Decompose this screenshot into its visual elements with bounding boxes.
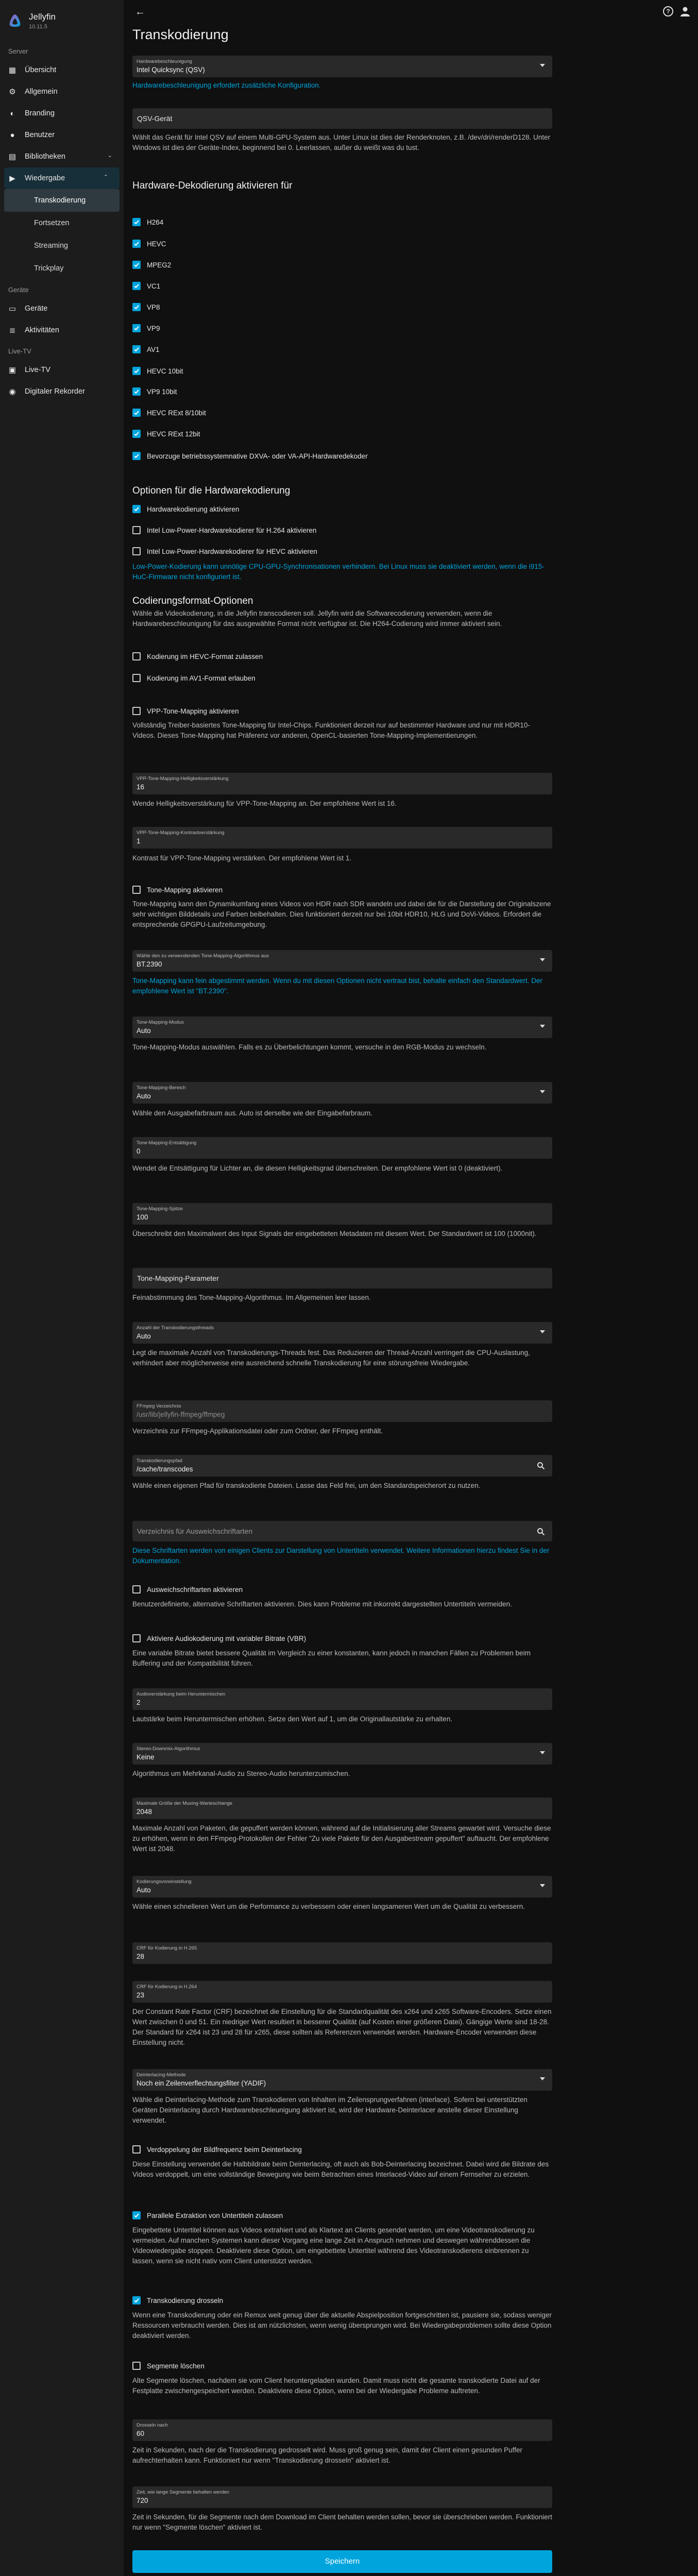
sidebar-item-playback[interactable] — [4, 167, 120, 189]
downmix-boost-input[interactable] — [132, 1688, 552, 1710]
livetv-section-heading: Live-TV — [8, 347, 31, 355]
vpp-tonemapping-checkbox[interactable] — [132, 706, 552, 716]
sidebar — [0, 0, 124, 2576]
checkbox-unchecked-icon — [132, 1634, 141, 1642]
crf-description: Der Constant Rate Factor (CRF) bezeichnet die Einstellung für die Standardqualität des x264 und x265 Software-Encoders. Setze einen Wert zwischen 0 und 51. Ein niedriger Wert resultiert in besserer Qualität (auf Kosten einer größeren Datei). Gängige Werte sind 18-28. Der Standard für x264 ist 23 und 28 für x265, diese sollten als Referenzen verwendet werden. Hardware-Encoder verwenden diese Einstellung nicht. — [132, 2008, 552, 2046]
checkbox-label: Parallele Extraktion von Untertiteln zulassen — [147, 2211, 283, 2219]
double-framerate-checkbox[interactable] — [132, 2144, 552, 2155]
tonemapping-peak-input[interactable] — [132, 1203, 552, 1225]
checkbox-unchecked-icon — [132, 2362, 141, 2370]
field-value: Auto — [137, 1332, 151, 1340]
tonemapping-algorithm-hint-link[interactable]: Tone-Mapping kann fein abgestimmt werden. Wenn du mit diesen Optionen nicht vertraut bist, behalte einfach den Standardwert. Der empfohlene Wert ist "BT.2390". — [132, 977, 542, 995]
format-description: Wähle die Videokodierung, in die Jellyfin transcodieren soll. Jellyfin wird die Softwarecodierung verwenden, wenn die Hardwarebeschleunigung für das ausgewählte Format nicht verfügbar ist. Die H264-Codierung wird immer aktiviert sein. — [132, 609, 502, 628]
help-icon[interactable]: ? — [663, 6, 673, 16]
search-icon[interactable] — [537, 1528, 545, 1536]
prefer-native-decoder-checkbox[interactable] — [132, 451, 552, 461]
throttle-description: Wenn eine Transkodierung oder ein Remux weit genug über die aktuelle Abspielposition fortgeschritten ist, pausiere sie, sodass weniger Ressourcen verbraucht werden. Dies ist am nützlichsten, wenn wenig übersprungen wird. Bei Wiedergabeproblemen sollte diese Option deaktiviert werden. — [132, 2311, 552, 2340]
field-label: CRF für Kodierung in H.265 — [137, 1945, 197, 1951]
play-circle-icon: ▶ — [9, 174, 15, 183]
library-icon: ▤ — [8, 152, 16, 161]
sidebar-item-label: Benutzer — [25, 131, 55, 139]
field-label: Wähle den zu verwendenden Tone-Mapping-Algorithmus aus — [137, 953, 269, 959]
decode-codec-checkbox[interactable] — [132, 323, 552, 333]
chevron-down-icon — [540, 1751, 545, 1754]
palette-icon: ◐ — [10, 109, 15, 118]
sidebar-item-label: Geräte — [25, 304, 48, 313]
vpp-brightness-input[interactable] — [132, 773, 552, 794]
field-label: Stereo-Downmix-Algorithmus — [137, 1746, 200, 1752]
tonemapping-desaturation-description: Wendet die Entsättigung für Lichter an, die diesen Helligkeitsgrad überschreiten. Der empfohlene Wert ist 0 (deaktiviert). — [132, 1164, 503, 1172]
back-arrow-icon[interactable]: ← — [135, 6, 145, 18]
field-label: Kodierungsvoreinstellung — [137, 1879, 192, 1885]
chevron-down-icon — [540, 64, 545, 67]
field-value: BT.2390 — [137, 960, 162, 968]
checkbox-unchecked-icon — [132, 1585, 141, 1594]
field-value: Noch ein Zeilenverflechtungsfilter (YADIF) — [137, 2079, 266, 2087]
sidebar-item-label: Digitaler Rekorder — [25, 387, 85, 396]
checkbox-unchecked-icon — [132, 526, 141, 534]
enable-fallback-fonts-checkbox[interactable] — [132, 1584, 552, 1595]
field-label: Anzahl der Transkodierungsthreads — [137, 1325, 214, 1331]
field-value: 1 — [137, 837, 141, 845]
checkbox-label: H264 — [147, 218, 164, 226]
transcoding-path-description: Wähle einen eigenen Pfad für transkodierte Dateien. Lasse das Feld frei, um den Standardspeicherort zu nutzen. — [132, 1482, 481, 1489]
sidebar-item-libraries[interactable] — [0, 146, 124, 167]
checkbox-unchecked-icon — [132, 547, 141, 555]
checkbox-checked-icon — [132, 387, 141, 396]
vpp-brightness-description: Wende Helligkeitsverstärkung für VPP-Tone-Mapping an. Der empfohlene Wert ist 16. — [132, 800, 397, 807]
segment-keep-description: Zeit in Sekunden, für die Segmente nach dem Download im Client behalten werden sollen, bevor sie überschrieben werden. Funktioniert nur wenn "Segmente löschen" aktiviert ist. — [132, 2513, 552, 2531]
checkbox-label: Intel Low-Power-Hardwarekodierer für HEVC aktivieren — [147, 547, 317, 555]
sidebar-subitem-transcoding[interactable]: Transkodierung — [4, 189, 120, 212]
devices-section-heading: Geräte — [8, 286, 29, 294]
vpp-contrast-input[interactable] — [132, 827, 552, 849]
checkbox-checked-icon — [132, 505, 141, 513]
field-label: FFmpeg Verzeichnis — [137, 1403, 181, 1409]
vpp-description: Vollständig Treiber-basiertes Tone-Mapping für Intel-Chips. Funktioniert derzeit nur auf bestimmter Hardware und nur mit HDR10-Videos. Dieses Tone-Mapping hat Präferenz vor anderen, OpenCL-basierten Tone-Mapping-Implementierungen. — [132, 721, 530, 739]
dashboard-icon: ▦ — [8, 66, 16, 75]
checkbox-checked-icon — [132, 240, 141, 248]
field-label: Tone-Mapping-Bereich — [137, 1085, 186, 1091]
deinterlace-method-select[interactable] — [132, 2069, 552, 2091]
chevron-down-icon — [540, 1025, 545, 1028]
checkbox-unchecked-icon — [132, 674, 141, 682]
field-value: 100 — [137, 1213, 148, 1221]
checkbox-label: Bevorzuge betriebssystemnative DXVA- oder VA-API-Hardwaredekoder — [147, 452, 368, 460]
field-label: Hardwarebeschleunigung — [137, 59, 192, 64]
checkbox-label: Tone-Mapping aktivieren — [147, 886, 223, 894]
ffmpeg-path-description: Verzeichnis zur FFmpeg-Applikationsdatei oder zum Ordner, der FFmpeg enthält. — [132, 1427, 383, 1435]
sidebar-item-label: Allgemein — [25, 88, 58, 96]
subtitle-extraction-checkbox[interactable] — [132, 2210, 552, 2221]
sidebar-item-label: Branding — [25, 109, 55, 117]
delete-segments-description: Alte Segmente löschen, nachdem sie vom Client heruntergeladen wurden. Damit muss nicht die gesamte transkodierte Datei auf der Festplatte zwischengespeichert werden. Deaktiviere diese Option, wenn bei der Wiedergabe Probleme auftreten. — [132, 2377, 540, 2395]
sidebar-item-devices[interactable] — [0, 298, 124, 319]
throttle-transcoding-checkbox[interactable] — [132, 2295, 552, 2306]
activity-icon: ≣ — [9, 326, 16, 335]
field-label: Maximale Größe der Muxing-Warteschlange — [137, 1801, 233, 1806]
field-value: 16 — [137, 783, 145, 791]
field-value: 60 — [137, 2430, 145, 2437]
jellyfin-logo-icon — [7, 13, 23, 28]
throttle-after-description: Zeit in Sekunden, nach der die Transkodierung gedrosselt wird. Muss groß genug sein, damit der Client einen gesunden Puffer aufrechterhalten kann. Funktioniert nur wenn "Transkodierung drosseln" aktiviert ist. — [132, 2446, 522, 2464]
checkbox-label: Hardwarekodierung aktivieren — [147, 505, 240, 513]
muxing-queue-input[interactable] — [132, 1798, 552, 1819]
field-label: VPP-Tone-Mapping-Helligkeitsverstärkung — [137, 776, 229, 782]
checkbox-unchecked-icon — [132, 652, 141, 660]
field-label: Audioverstärkung beim Heruntermischen — [137, 1691, 226, 1697]
server-section-heading: Server — [8, 47, 28, 55]
chevron-down-icon — [540, 958, 545, 961]
checkbox-label: Segmente löschen — [147, 2362, 205, 2370]
field-value: 28 — [137, 1953, 145, 1960]
field-value: Auto — [137, 1092, 151, 1100]
checkbox-checked-icon — [132, 345, 141, 353]
checkbox-label: AV1 — [147, 345, 160, 353]
checkbox-checked-icon — [132, 2211, 141, 2219]
transcoding-threads-select[interactable] — [132, 1322, 552, 1344]
deinterlace-description: Wähle die Deinterlacing-Methode zum Transkodieren von Inhalten im Zeilensprungverfahren (interlace). Sofern bei unterstützten Geräten Deinterlacing durch Hardwarebeschleunigung aktiviert ist, wird der Hardware-Deinterlacer anstelle dieser Einstellung verwendet. — [132, 2096, 527, 2124]
field-label: CRF für Kodierung in H.264 — [137, 1984, 197, 1990]
checkbox-checked-icon — [132, 430, 141, 438]
checkbox-checked-icon — [132, 2296, 141, 2304]
dvr-icon: ◉ — [9, 387, 16, 396]
people-icon: ● — [10, 130, 15, 140]
tonemapping-mode-select[interactable] — [132, 1016, 552, 1038]
field-label: Verzeichnis für Ausweichschriftarten — [137, 1527, 253, 1535]
sidebar-item-livetv[interactable] — [0, 359, 124, 381]
checkbox-checked-icon — [132, 303, 141, 311]
save-button[interactable]: Speichern — [132, 2550, 552, 2573]
decode-codec-checkbox[interactable] — [132, 366, 552, 376]
chevron-down-icon — [540, 1884, 545, 1887]
chevron-down-icon — [540, 2077, 545, 2080]
decode-codec-checkbox[interactable] — [132, 429, 552, 439]
field-value: /cache/transcodes — [137, 1465, 193, 1473]
sidebar-item-label: Aktivitäten — [25, 326, 59, 334]
stereo-downmix-description: Algorithmus um Mehrkanal-Audio zu Stereo-Audio herunterzumischen. — [132, 1770, 350, 1777]
checkbox-label: Ausweichschriftarten aktivieren — [147, 1585, 243, 1594]
field-label: Drosseln nach — [137, 2422, 168, 2428]
field-label: Tone-Mapping-Entsättigung — [137, 1140, 197, 1146]
checkbox-label: Aktiviere Audiokodierung mit variabler Bitrate (VBR) — [147, 1634, 307, 1642]
field-value: /usr/lib/jellyfin-ffmpeg/ffmpeg — [137, 1411, 225, 1418]
allow-av1-encoding-checkbox[interactable] — [132, 673, 552, 683]
sidebar-item-label: Wiedergabe — [25, 174, 65, 182]
checkbox-unchecked-icon — [132, 886, 141, 894]
tonemapping-algorithm-select[interactable] — [132, 950, 552, 972]
sidebar-item-label: Bibliotheken — [25, 152, 65, 161]
decode-codec-checkbox[interactable] — [132, 408, 552, 418]
tonemapping-mode-description: Tone-Mapping-Modus auswählen. Falls es zu Überbelichtungen kommt, versuche in den RGB-Modus zu wechseln. — [132, 1043, 487, 1051]
tonemapping-desaturation-input[interactable] — [132, 1137, 552, 1159]
sidebar-subitem-streaming[interactable]: Streaming — [34, 242, 69, 250]
transcoding-threads-description: Legt die maximale Anzahl von Transkodierungs-Threads fest. Das Reduzieren der Thread-Anzahl verringert die CPU-Auslastung, verhindert aber möglicherweise eine ausreichend schnelle Transkodierung für eine störungsfreie Wiedergabe. — [132, 1349, 530, 1367]
downmix-boost-description: Lautstärke beim Heruntermischen erhöhen. Setze den Wert auf 1, um die Originallautstärke zu erhalten. — [132, 1715, 453, 1723]
crf-h264-input[interactable] — [132, 1981, 552, 2003]
checkbox-label: Kodierung im AV1-Format erlauben — [147, 674, 256, 682]
throttle-after-input[interactable] — [132, 2419, 552, 2441]
qsv-device-description: Wählt das Gerät für Intel QSV auf einem Multi-GPU-System aus. Unter Linux ist dies der Renderknoten, z.B. /dev/dri/renderD128. Unter Windows ist dies der Geräte-Index, beginnend bei 0. Leerlassen, außer du weißt was du tust. — [132, 133, 551, 151]
checkbox-checked-icon — [132, 409, 141, 417]
field-label: Tone-Mapping-Modus — [137, 1020, 184, 1025]
sidebar-item-activity[interactable] — [0, 319, 124, 341]
gear-icon: ⚙ — [9, 88, 16, 96]
field-label: Deinterlacing-Methode — [137, 2072, 186, 2078]
brand[interactable] — [0, 0, 124, 41]
decode-heading: Hardware-Dekodierung aktivieren für — [132, 180, 293, 191]
checkbox-label: VC1 — [147, 282, 161, 290]
decode-codec-checkbox[interactable] — [132, 239, 552, 249]
tonemapping-range-select[interactable] — [132, 1082, 552, 1104]
delete-segments-checkbox[interactable] — [132, 2361, 552, 2371]
field-label: Zeit, wie lange Segmente behalten werden — [137, 2489, 230, 2495]
transcoding-path-input[interactable] — [132, 1455, 552, 1477]
decode-codec-checkbox[interactable] — [132, 302, 552, 312]
tonemapping-range-description: Wähle den Ausgabefarbraum aus. Auto ist derselbe wie der Eingabefarbraum. — [132, 1109, 373, 1117]
field-value: Keine — [137, 1753, 155, 1761]
chevron-up-icon: ⌃ — [103, 174, 108, 180]
fallback-fonts-path-input[interactable] — [132, 1521, 552, 1541]
intel-lowpower-h264-checkbox[interactable] — [132, 525, 552, 535]
checkbox-label: VP9 10bit — [147, 387, 177, 396]
field-value: 2 — [137, 1699, 141, 1706]
format-heading: Codierungsformat-Optionen — [132, 596, 253, 606]
decode-codec-checkbox[interactable] — [132, 281, 552, 291]
app-version: 10.11.5 — [29, 23, 47, 30]
field-value: 720 — [137, 2497, 148, 2504]
encoding-preset-select[interactable] — [132, 1876, 552, 1897]
tonemapping-param-input[interactable]: Tone-Mapping-Parameter — [132, 1268, 552, 1289]
intel-lowpower-hevc-checkbox[interactable] — [132, 546, 552, 556]
field-value: Intel Quicksync (QSV) — [137, 66, 205, 74]
sidebar-subitem-resume[interactable]: Fortsetzen — [34, 219, 70, 227]
fallback-fonts-hint-link[interactable]: Diese Schriftarten werden von einigen Clients zur Darstellung von Untertiteln verwendet. Weitere Informationen hierzu findest Sie in der Dokumentation. — [132, 1547, 550, 1565]
checkbox-label: HEVC RExt 12bit — [147, 430, 200, 438]
chevron-down-icon: ⌄ — [107, 152, 112, 159]
field-label: Transkodierungspfad — [137, 1458, 182, 1464]
encoding-heading: Optionen für die Hardwarekodierung — [132, 485, 291, 496]
checkbox-label: Verdoppelung der Bildfrequenz beim Deinterlacing — [147, 2145, 302, 2154]
hardware-acceleration-select[interactable] — [132, 56, 552, 77]
field-value: 23 — [137, 1991, 145, 1999]
sidebar-item-label: Live-TV — [25, 366, 50, 374]
sidebar-subitem-trickplay[interactable]: Trickplay — [34, 264, 64, 273]
checkbox-label: HEVC — [147, 240, 166, 248]
header — [124, 0, 698, 23]
checkbox-checked-icon — [132, 452, 141, 460]
field-value: Auto — [137, 1027, 151, 1035]
search-icon[interactable] — [537, 1462, 545, 1470]
sidebar-item-label: Übersicht — [25, 66, 57, 74]
lowpower-hint-link[interactable]: Low-Power-Kodierung kann unnötige CPU-GPU-Synchronisationen verhindern. Bei Linux muss sie deaktiviert werden, wenn die i915-HuC-Firmware nicht konfiguriert ist. — [132, 563, 544, 581]
field-value: 0 — [137, 1147, 141, 1155]
checkbox-checked-icon — [132, 367, 141, 375]
vbr-description: Eine variable Bitrate bietet bessere Qualität im Vergleich zu einer konstanten, kann jedoch in manchen Fällen zu Problemen beim Buffering und der Kompatibilität führen. — [132, 1649, 531, 1667]
checkbox-label: MPEG2 — [147, 261, 172, 269]
user-icon[interactable] — [679, 6, 691, 17]
checkbox-label: VP8 — [147, 303, 160, 311]
checkbox-label: Transkodierung drosseln — [147, 2296, 224, 2304]
page-title: Transkodierung — [132, 27, 229, 42]
ffmpeg-path-input — [132, 1400, 552, 1422]
checkbox-checked-icon — [132, 218, 141, 226]
app-name: Jellyfin — [29, 11, 56, 22]
checkbox-label: HEVC 10bit — [147, 367, 183, 375]
field-label: VPP-Tone-Mapping-Kontrastverstärkung — [137, 830, 225, 836]
field-value: 2048 — [137, 1808, 152, 1816]
tv-icon: ▣ — [8, 366, 16, 375]
decode-codec-checkbox[interactable] — [132, 260, 552, 270]
devices-icon: ▭ — [8, 304, 16, 313]
allow-hevc-encoding-checkbox[interactable] — [132, 651, 552, 662]
vbr-audio-checkbox[interactable] — [132, 1633, 552, 1643]
checkbox-unchecked-icon — [132, 2145, 141, 2154]
sidebar-item-users[interactable] — [0, 124, 124, 146]
checkbox-checked-icon — [132, 324, 141, 332]
checkbox-label: VPP-Tone-Mapping aktivieren — [147, 707, 239, 715]
checkbox-unchecked-icon — [132, 707, 141, 715]
fallback-fonts-description: Benutzerdefinierte, alternative Schriftarten aktivieren. Dies kann Probleme mit inkorrekt dargestellten Untertiteln vermeiden. — [132, 1600, 512, 1608]
decode-codec-checkbox[interactable] — [132, 344, 552, 354]
decode-codec-checkbox[interactable] — [132, 217, 552, 227]
sidebar-item-dvr[interactable] — [0, 381, 124, 402]
checkbox-checked-icon — [132, 261, 141, 269]
checkbox-label: Intel Low-Power-Hardwarekodierer für H.264 aktivieren — [147, 526, 317, 534]
field-label: Tone-Mapping-Spitze — [137, 1206, 183, 1212]
subtitle-extraction-description: Eingebettete Untertitel können aus Videos extrahiert und als Klartext an Clients gesendet werden, um eine Videotranskodierung zu vermeiden. Auf manchen Systemen kann dieser Vorgang eine lange Zeit in Anspruch nehmen und deswegen währenddessen die Videowiedergabe stoppen. Deaktiviere diese Option, um eingebettete Untertitel während des Videotranskodierens einbrennen zu lassen, wenn sie nicht nativ vom Client unterstützt werden. — [132, 2226, 535, 2265]
chevron-down-icon — [540, 1090, 545, 1093]
sidebar-item-branding[interactable] — [0, 103, 124, 124]
checkbox-label: VP9 — [147, 324, 160, 332]
sidebar-item-general[interactable] — [0, 81, 124, 103]
crf-h265-input[interactable] — [132, 1942, 552, 1964]
muxing-queue-description: Maximale Anzahl von Paketen, die gepuffert werden können, während auf die Initialisierung aller Streams gewartet wird. Versuche diese zu erhöhen, wenn in den FFmpeg-Protokollen der Fehler "Zu viele Pakete für den Ausgabestream gepuffert" auftaucht. Der empfohlene Wert ist 2048. — [132, 1824, 551, 1853]
tonemapping-description: Tone-Mapping kann den Dynamikumfang eines Videos von HDR nach SDR wandeln und dabei die für die Darstellung der Originalszene sehr wichtigen Bilddetails und Farben beibehalten. Dies funktioniert derzeit nur bei 10bit HDR10, HLG und DoVi-Videos. Erfordert die entsprechende GPGPU-Laufzeitumgebung. — [132, 900, 551, 928]
checkbox-checked-icon — [132, 282, 141, 290]
encoding-preset-description: Wähle einen schnelleren Wert um die Performance zu verbessern oder einen langsameren Wert um die Qualität zu verbessern. — [132, 1903, 525, 1910]
hw-acceleration-hint-link[interactable]: Hardwarebeschleunigung erfordert zusätzliche Konfiguration. — [132, 81, 321, 89]
stereo-downmix-select[interactable] — [132, 1743, 552, 1765]
tonemapping-peak-description: Überschreibt den Maximalwert des Input Signals der eingebetteten Metadaten mit diesem Wert. Der Standardwert ist 100 (1000nit). — [132, 1230, 537, 1238]
field-value: Auto — [137, 1886, 151, 1894]
double-framerate-description: Diese Einstellung verwendet die Halbbildrate beim Deinterlacing, oft auch als Bob-Deinterlacing bezeichnet. Dabei wird die Bildrate des Videos verdoppelt, um eine vollständige Bewegung wie beim Betrachten eines Interlaced-Video auf einem Fernseher zu erzielen. — [132, 2160, 549, 2178]
tonemapping-param-description: Feinabstimmung des Tone-Mapping-Algorithmus. Im Allgemeinen leer lassen. — [132, 1294, 371, 1301]
chevron-down-icon — [540, 1330, 545, 1333]
checkbox-label: Kodierung im HEVC-Format zulassen — [147, 652, 263, 660]
segment-keep-input[interactable] — [132, 2486, 552, 2508]
sidebar-item-dashboard[interactable] — [0, 59, 124, 81]
tonemapping-checkbox[interactable] — [132, 885, 552, 895]
checkbox-label: HEVC RExt 8/10bit — [147, 409, 206, 417]
qsv-device-input[interactable]: QSV-Gerät — [132, 108, 552, 129]
enable-hardware-encoding-checkbox[interactable] — [132, 504, 552, 514]
decode-codec-checkbox[interactable] — [132, 386, 552, 397]
vpp-contrast-description: Kontrast für VPP-Tone-Mapping verstärken. Der empfohlene Wert ist 1. — [132, 854, 352, 862]
